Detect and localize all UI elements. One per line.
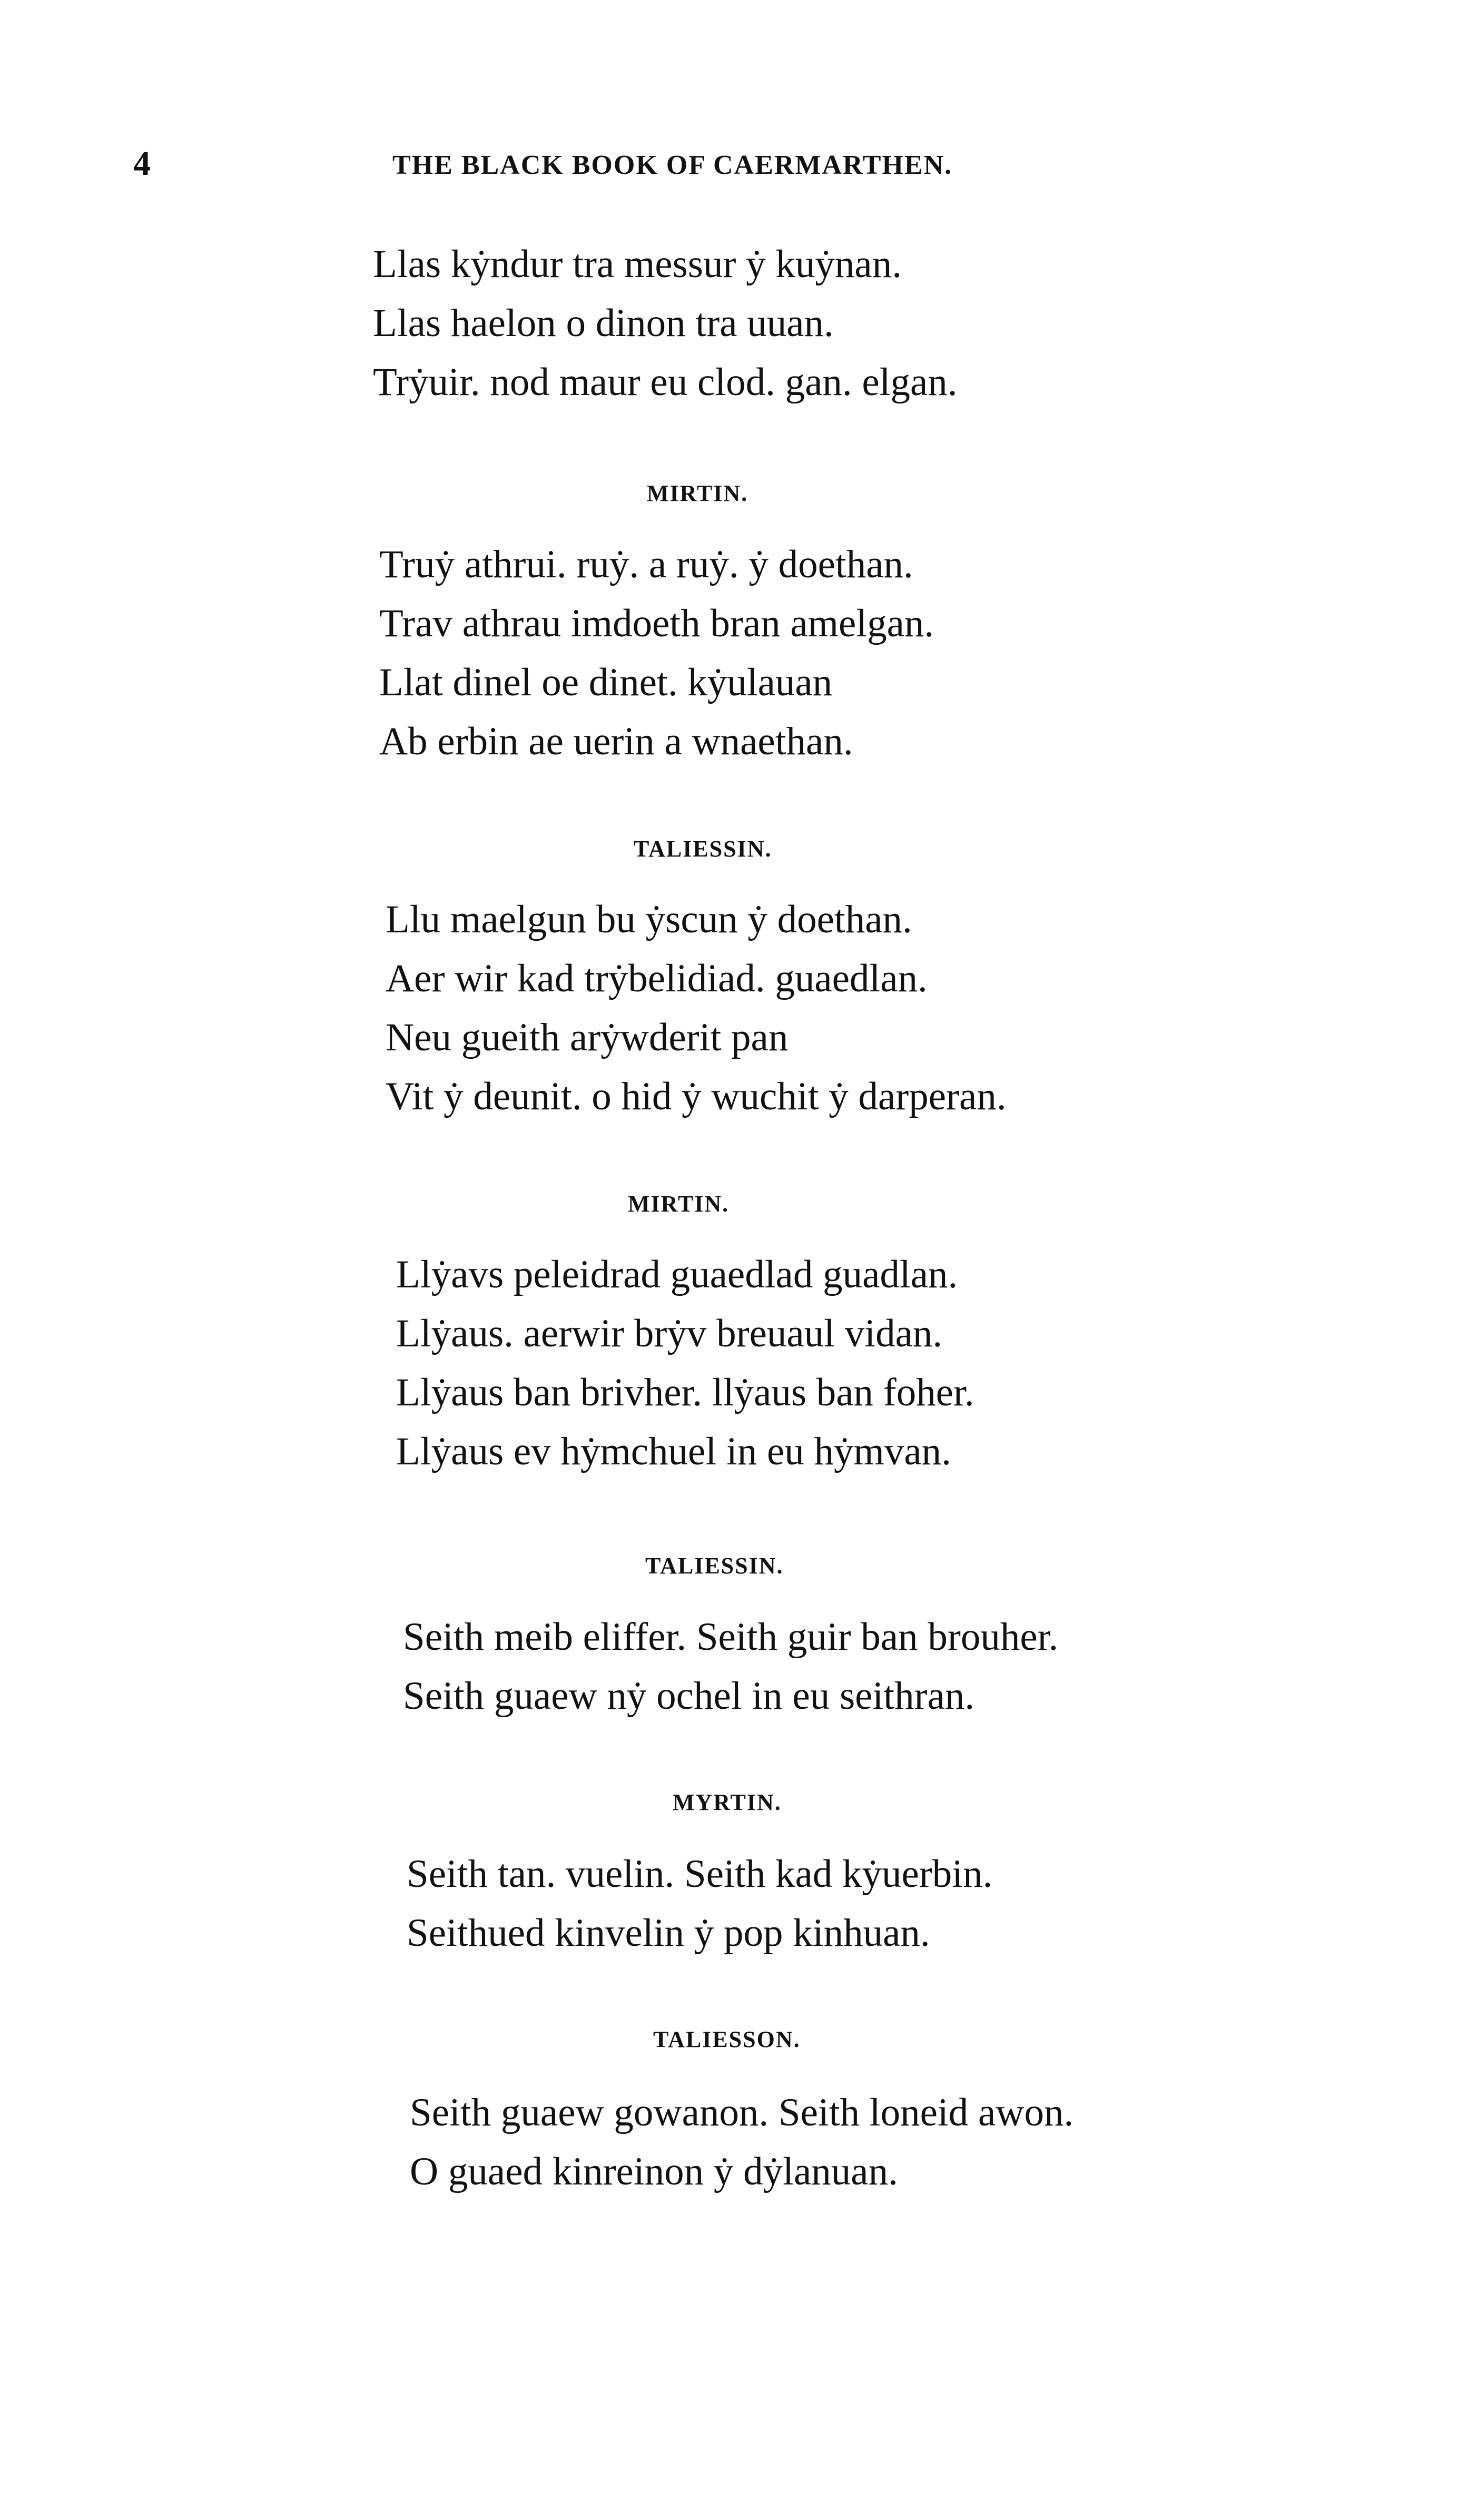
verse-line: Truẏ athrui. ruẏ. a ruẏ. ẏ doethan.: [379, 543, 913, 586]
stanza-7: [410, 2083, 1073, 2201]
verse-line: Trẏuir. nod maur eu clod. gan. elgan.: [373, 360, 958, 404]
verse-line: Llẏaus ev hẏmchuel in eu hẏmvan.: [396, 1430, 951, 1473]
speaker-heading: TALIESSIN.: [634, 836, 772, 862]
verse-line: Seith tan. vuelin. Seith kad kẏuerbin.: [407, 1852, 993, 1896]
verse-line: Seith guaew nẏ ochel in eu seithran.: [403, 1674, 975, 1718]
verse-line: Llas haelon o dinon tra uuan.: [373, 301, 834, 345]
verse-line: Trav athrau imdoeth bran amelgan.: [379, 602, 934, 645]
page-number: 4: [133, 144, 151, 183]
verse-line: Llẏaus ban brivher. llẏaus ban foher.: [396, 1371, 974, 1414]
verse-line: Llẏaus. aerwir brẏv breuaul vidan.: [396, 1312, 943, 1355]
verse-line: Ab erbin ae uerin a wnaethan.: [379, 720, 853, 763]
running-title: THE BLACK BOOK OF CAERMARTHEN.: [392, 150, 953, 180]
verse-line: Seithued kinvelin ẏ pop kinhuan.: [407, 1911, 930, 1955]
verse-line: Vit ẏ deunit. o hid ẏ wuchit ẏ darperan.: [386, 1075, 1007, 1118]
verse-line: Llu maelgun bu ẏscun ẏ doethan.: [386, 898, 912, 941]
stanza-4: [396, 1245, 974, 1481]
verse-line: Neu gueith arẏwderit pan: [386, 1016, 789, 1059]
speaker-heading: TALIESSON.: [653, 2026, 801, 2052]
speaker-heading: TALIESSIN.: [645, 1553, 784, 1579]
verse-line: Llas kẏndur tra messur ẏ kuẏnan.: [373, 242, 902, 286]
speaker-heading: MIRTIN.: [628, 1191, 730, 1217]
verse-line: Llẏavs peleidrad guaedlad guadlan.: [396, 1253, 958, 1296]
stanza-2: [379, 535, 934, 771]
verse-line: Seith meib eliffer. Seith guir ban brouher.: [403, 1615, 1059, 1659]
stanza-1: [373, 235, 958, 412]
stanza-6: [407, 1845, 992, 1963]
speaker-heading: MIRTIN.: [647, 480, 748, 506]
verse-line: O guaed kinreinon ẏ dẏlanuan.: [410, 2150, 898, 2193]
stanza-5: [403, 1608, 1058, 1726]
stanza-3: [386, 890, 1007, 1126]
verse-line: Seith guaew gowanon. Seith loneid awon.: [410, 2091, 1074, 2134]
speaker-heading: MYRTIN.: [673, 1789, 782, 1815]
verse-line: Aer wir kad trẏbelidiad. guaedlan.: [386, 957, 928, 1000]
verse-line: Llat dinel oe dinet. kẏulauan: [379, 661, 833, 704]
